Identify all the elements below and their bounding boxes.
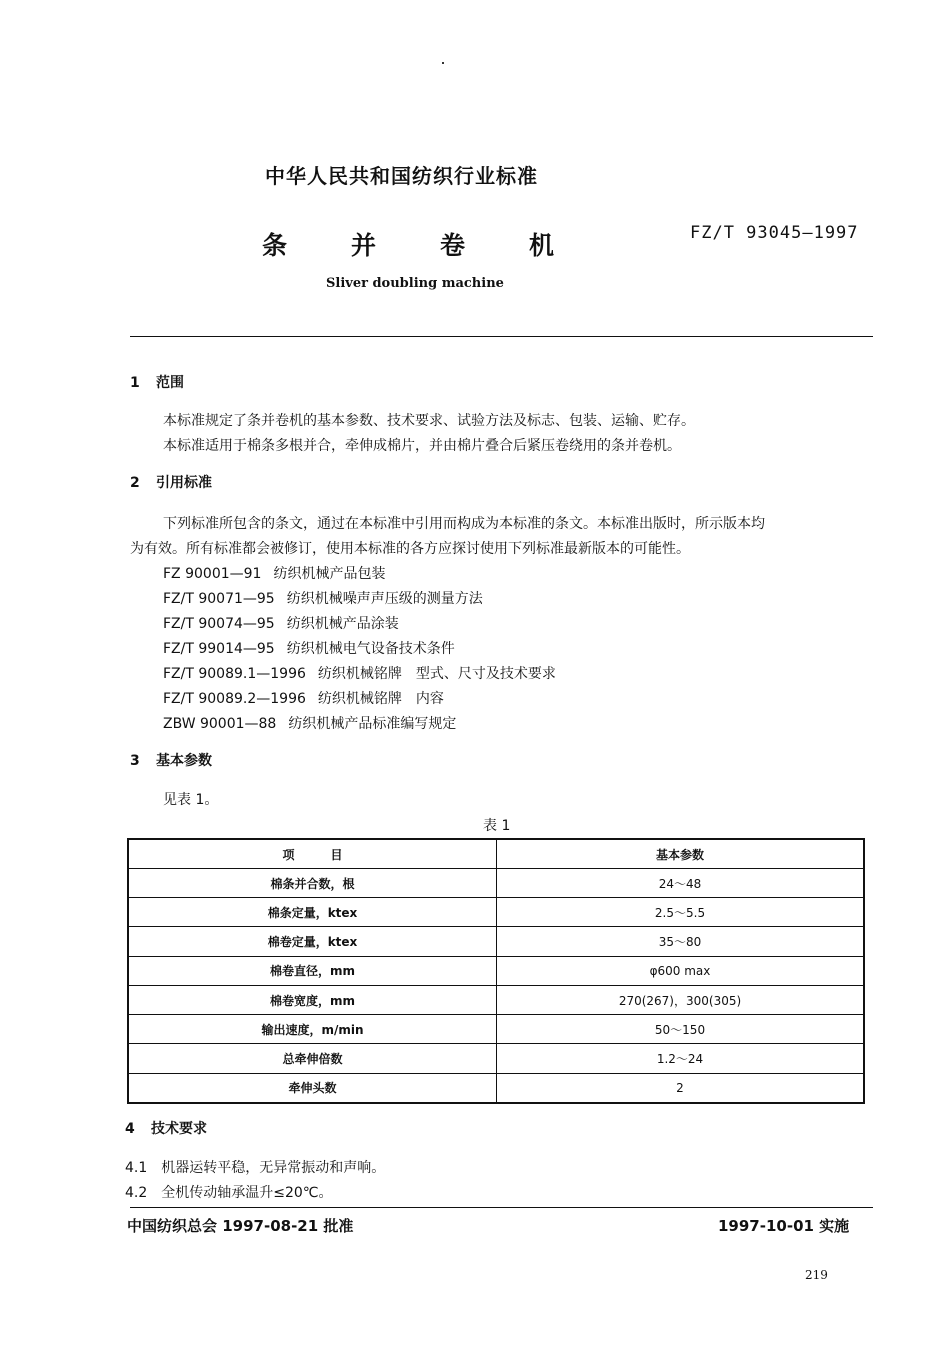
- table-row: [128, 1073, 864, 1103]
- section-4-heading: [125, 1118, 207, 1138]
- document-title-en: Sliver doubling machine: [326, 276, 504, 291]
- table-row: [128, 927, 864, 956]
- section-1-heading: [130, 372, 184, 392]
- table-cell-value: 270(267)，300(305): [497, 985, 865, 1014]
- table-cell-item: 棉条定量，ktex: [128, 898, 497, 927]
- reference-name: 纺织机械产品涂装: [286, 616, 399, 632]
- reference-name: 纺织机械噪声声压级的测量方法: [286, 591, 483, 607]
- table-row: [128, 956, 864, 985]
- scan-dot: [442, 62, 444, 64]
- reference-code: FZ/T 90074—95: [163, 616, 275, 632]
- table-cell-item: 棉卷定量，ktex: [128, 927, 497, 956]
- implementation-date: 1997-10-01 实施: [718, 1217, 850, 1235]
- reference-code: FZ/T 90089.1—1996: [163, 666, 306, 682]
- table-cell-item: 棉条并合数，根: [128, 869, 497, 898]
- section-2-number: 2: [130, 475, 140, 491]
- table-cell-value: 1.2～24: [497, 1044, 865, 1073]
- section-2-intro-line-2: 为有效。所有标准都会被修订，使用本标准的各方应探讨使用下列标准最新版本的可能性。: [130, 541, 690, 557]
- section-3-number: 3: [130, 753, 140, 769]
- section-2-intro-line-1: 下列标准所包含的条文，通过在本标准中引用而构成为本标准的条文。本标准出版时，所示版本均: [163, 516, 765, 532]
- table-row: [128, 869, 864, 898]
- section-1-title: 范围: [156, 375, 184, 391]
- table-cell-value: 35～80: [497, 927, 865, 956]
- section-2-heading: [130, 472, 212, 492]
- requirement-item: [125, 1157, 385, 1177]
- reference-name: 纺织机械铭牌 内容: [317, 691, 444, 707]
- requirement-text: 机器运转平稳，无异常振动和声响。: [161, 1160, 386, 1176]
- table-row: [128, 1044, 864, 1073]
- reference-name: 纺织机械产品包装: [273, 566, 386, 582]
- section-4-number: 4: [125, 1121, 135, 1137]
- requirement-number: 4.1: [125, 1160, 148, 1176]
- standard-code: FZ/T 93045—1997: [690, 223, 859, 243]
- table-caption: 表 1: [483, 818, 511, 834]
- table-row: [128, 1015, 864, 1044]
- table-cell-value: 24～48: [497, 869, 865, 898]
- reference-name: 纺织机械铭牌 型式、尺寸及技术要求: [317, 666, 556, 682]
- issuing-organization: 中华人民共和国纺织行业标准: [265, 164, 538, 188]
- table-cell-item: 输出速度，m/min: [128, 1015, 497, 1044]
- table-header-row: [128, 839, 864, 869]
- requirement-number: 4.2: [125, 1185, 148, 1201]
- reference-item: [163, 588, 483, 608]
- table-cell-value: 50～150: [497, 1015, 865, 1044]
- approval-date: 中国纺织总会 1997-08-21 批准: [127, 1217, 354, 1235]
- basic-parameters-table: [127, 838, 865, 1104]
- reference-item: [163, 688, 444, 708]
- header-rule: [130, 336, 873, 337]
- table-row: [128, 985, 864, 1014]
- reference-item: [163, 563, 385, 583]
- reference-name: 纺织机械产品标准编写规定: [288, 716, 457, 732]
- requirement-item: [125, 1182, 333, 1202]
- table-row: [128, 898, 864, 927]
- section-3-title: 基本参数: [156, 753, 212, 769]
- reference-code: FZ 90001—91: [163, 566, 262, 582]
- section-3-heading: [130, 750, 212, 770]
- table-header-value: 基本参数: [497, 839, 865, 869]
- requirement-text: 全机传动轴承温升≤20℃。: [161, 1185, 333, 1201]
- table-cell-value: 2: [497, 1073, 865, 1103]
- reference-item: [163, 638, 455, 658]
- section-4-title: 技术要求: [151, 1121, 207, 1137]
- section-1-number: 1: [130, 375, 140, 391]
- reference-item: [163, 663, 556, 683]
- footer-rule: [130, 1207, 873, 1208]
- reference-code: FZ/T 90089.2—1996: [163, 691, 306, 707]
- table-header-item: 项 目: [128, 839, 497, 869]
- document-title-cn: 条并卷机: [262, 231, 619, 260]
- reference-name: 纺织机械电气设备技术条件: [286, 641, 455, 657]
- reference-code: ZBW 90001—88: [163, 716, 277, 732]
- reference-item: [163, 713, 456, 733]
- table-cell-item: 牵伸头数: [128, 1073, 497, 1103]
- reference-code: FZ/T 90071—95: [163, 591, 275, 607]
- table-cell-value: φ600 max: [497, 956, 865, 985]
- section-2-title: 引用标准: [156, 475, 212, 491]
- section-1-paragraph-1: 本标准规定了条并卷机的基本参数、技术要求、试验方法及标志、包装、运输、贮存。: [163, 413, 695, 429]
- reference-item: [163, 613, 399, 633]
- page-number: 219: [805, 1268, 828, 1282]
- table-cell-item: 棉卷宽度，mm: [128, 985, 497, 1014]
- table-cell-value: 2.5～5.5: [497, 898, 865, 927]
- table-cell-item: 总牵伸倍数: [128, 1044, 497, 1073]
- reference-code: FZ/T 99014—95: [163, 641, 275, 657]
- table-cell-item: 棉卷直径，mm: [128, 956, 497, 985]
- section-1-paragraph-2: 本标准适用于棉条多根并合，牵伸成棉片，并由棉片叠合后紧压卷绕用的条并卷机。: [163, 438, 681, 454]
- section-3-text: 见表 1。: [163, 792, 219, 808]
